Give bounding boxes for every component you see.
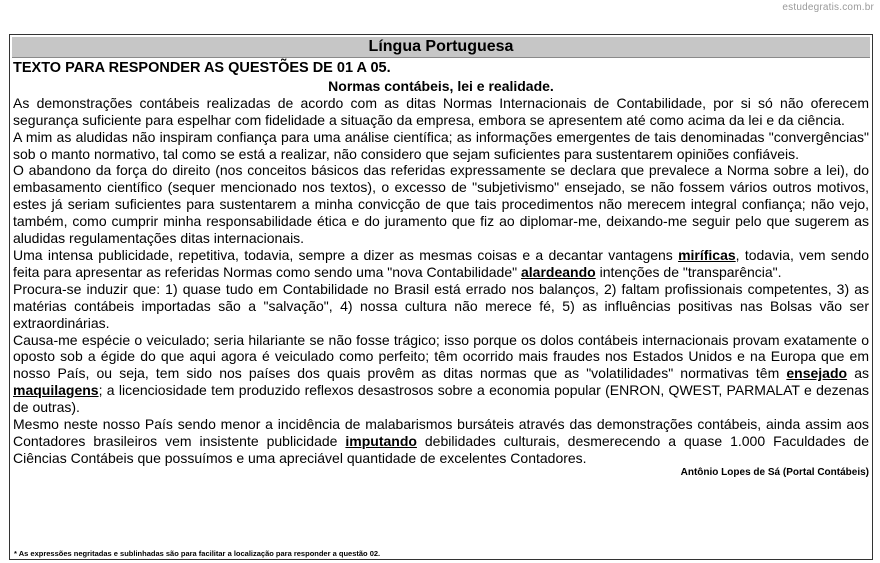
keyword-mirificas: miríficas	[678, 246, 736, 263]
text-segment: debilidades culturais, desmerecendo a quase 1.000 Faculdades de Ciências Contábeis que possuímos e uma apreciável quantidade de excelentes Contadores.	[13, 432, 869, 466]
keyword-imputando: imputando	[345, 432, 417, 449]
text-segment: intenções de "transparência".	[595, 263, 782, 280]
text-segment: as	[847, 365, 869, 382]
keyword-alardeando: alardeando	[521, 263, 596, 280]
paragraph-6	[13, 332, 869, 417]
paragraph-3: O abandono da força do direito (nos conceitos básicos das referidas expressamente se declara que prevalece a Norma sobre a lei), do embasamento científico (sequer mencionado nos textos), o excesso de "subjetivismo" ensejado, se não fossem vários outros motivos, estes já seriam suficientes para sustentarem a minha convicção de que tais procedimentos não merecem integral confiança; não vejo, também, como cumprir minha responsabilidade ética e do juramento que fiz ao diplomar-me, deixando-me seguir pelo que sugerem as aludidas regulamentações ditas internacionais.	[13, 162, 869, 247]
text-segment: Mesmo neste nosso País sendo menor a incidência de malabarismos bursáteis através das demonstrações contábeis, ainda assim aos Contadores brasileiros vem insistente publicidade	[13, 416, 869, 449]
paragraph-2: A mim as aludidas não inspiram confiança para uma análise científica; as informações emergentes de tais denominadas "convergências" sob o manto normativo, tal como se está a realizar, não considero que sejam suficientes para sustentarem opiniões confiáveis.	[13, 128, 869, 162]
paragraph-7	[13, 416, 869, 467]
text-frame	[9, 34, 873, 560]
text-segment: Uma intensa publicidade, repetitiva, todavia, sempre a dizer as mesmas coisas e a decantar vantagens	[13, 246, 679, 263]
article-author: Antônio Lopes de Sá (Portal Contábeis)	[680, 466, 869, 478]
keyword-maquilagens: maquilagens	[13, 382, 99, 399]
instruction-heading: TEXTO PARA RESPONDER AS QUESTÕES DE 01 A 05.	[13, 60, 391, 76]
article-title: Normas contábeis, lei e realidade.	[328, 77, 554, 94]
paragraph-4	[13, 247, 869, 281]
paragraph-5: Procura-se induzir que: 1) quase tudo em Contabilidade no Brasil está errado nos balanços, 2) faltam profissionais competentes, 3) as matérias contábeis importadas são a "salvação", 4) nossa cultura não merece fé, 5) as influências positivas nas Bolsas vão ser extraordinárias.	[13, 280, 869, 331]
paragraph-1: As demonstrações contábeis realizadas de acordo com as ditas Normas Internacionais de Contabilidade, por si só não oferecem segurança suficiente para espelhar com fidelidade a situação da empresa, embora se apresentem até como acima da lei e da ciência.	[13, 94, 869, 128]
text-segment: ; a licenciosidade tem produzido reflexos desastrosos sobre a economia popular (ENRON, QWEST, PARMALAT e dezenas de outras).	[13, 382, 869, 416]
article-content	[10, 60, 872, 479]
site-watermark: estudegratis.com.br	[782, 2, 874, 13]
subject-header: Língua Portuguesa	[12, 37, 870, 58]
keyword-ensejado: ensejado	[786, 365, 848, 382]
text-segment: , todavia, vem sendo feita para apresentar as referidas Normas como sendo uma "nova Contabilidade"	[13, 246, 870, 280]
footnote: * As expressões negritadas e sublinhadas são para facilitar a localização para responder a questão 02.	[14, 549, 381, 558]
text-segment: Causa-me espécie o veiculado; seria hilariante se não fosse trágico; isso porque os dolos contábeis internacionais provam exatamente o oposto sob a égide do que aqui agora é veiculado como perfeito; têm ocorrido mais fraudes nos Estados Unidos e na Europa que em nosso País, ou seja, tem sido nos países dos quais provêm as ditas normas que as "volatilidades" normativas têm	[13, 331, 869, 382]
